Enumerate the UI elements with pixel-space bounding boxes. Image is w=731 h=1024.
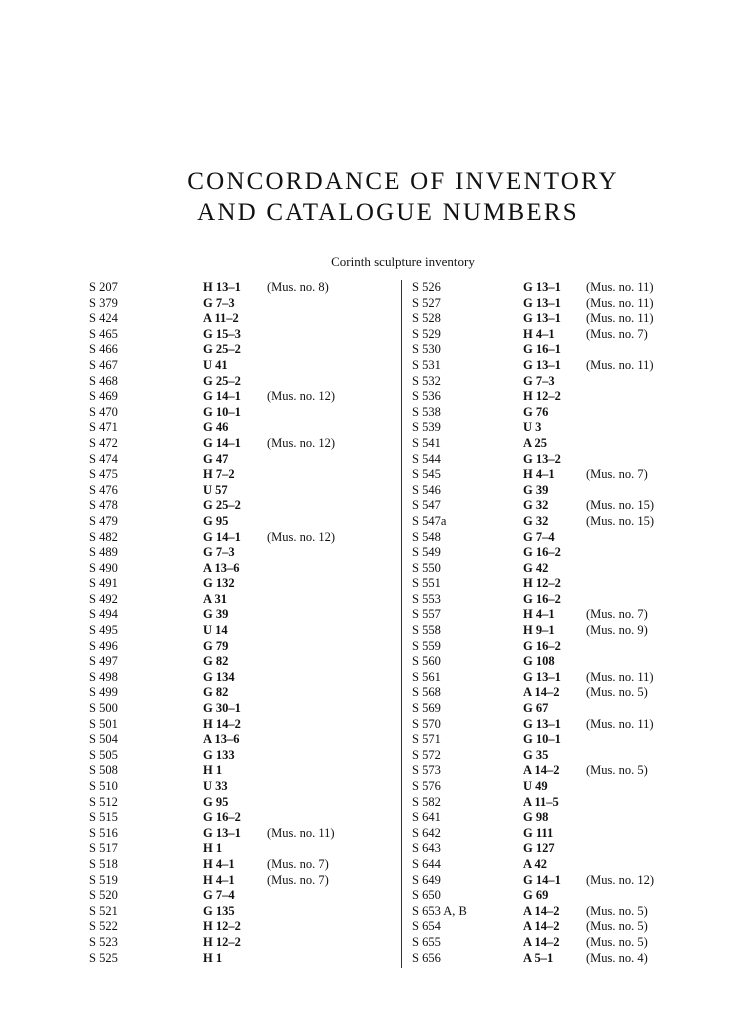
museum-note: (Mus. no. 15) <box>586 513 655 528</box>
concordance-row <box>412 498 712 514</box>
catalogue-number: H 4–1 <box>523 607 555 622</box>
concordance-row <box>412 951 712 967</box>
museum-note: (Mus. no. 12) <box>267 529 336 544</box>
inventory-number: S 500 <box>89 701 118 716</box>
inventory-number: S 569 <box>412 701 441 716</box>
concordance-row <box>89 561 394 577</box>
concordance-row <box>89 483 394 499</box>
catalogue-number: G 25–2 <box>203 373 241 388</box>
inventory-number: S 582 <box>412 794 441 809</box>
inventory-number: S 505 <box>89 747 118 762</box>
concordance-row <box>89 389 394 405</box>
concordance-row <box>89 623 394 639</box>
concordance-row <box>89 296 394 312</box>
concordance-row <box>89 452 394 468</box>
catalogue-number: A 14–2 <box>523 763 560 778</box>
concordance-row <box>412 452 712 468</box>
inventory-number: S 653 A, B <box>412 903 467 918</box>
concordance-row <box>89 857 394 873</box>
inventory-number: S 468 <box>89 373 118 388</box>
museum-note: (Mus. no. 5) <box>586 919 648 934</box>
inventory-number: S 482 <box>89 529 118 544</box>
inventory-number: S 559 <box>412 638 441 653</box>
inventory-number: S 508 <box>89 763 118 778</box>
catalogue-number: G 16–2 <box>203 810 241 825</box>
catalogue-number: G 95 <box>203 794 229 809</box>
concordance-row <box>412 904 712 920</box>
museum-note: (Mus. no. 7) <box>267 856 329 871</box>
catalogue-number: U 41 <box>203 357 228 372</box>
catalogue-number: G 7–4 <box>203 888 235 903</box>
concordance-row <box>412 467 712 483</box>
inventory-number: S 530 <box>412 342 441 357</box>
inventory-number: S 655 <box>412 934 441 949</box>
museum-note: (Mus. no. 12) <box>586 872 655 887</box>
concordance-row <box>412 607 712 623</box>
inventory-number: S 546 <box>412 482 441 497</box>
inventory-number: S 568 <box>412 685 441 700</box>
concordance-row <box>89 607 394 623</box>
catalogue-number: G 14–1 <box>203 435 241 450</box>
catalogue-number: G 16–2 <box>523 591 561 606</box>
catalogue-number: G 67 <box>523 701 549 716</box>
concordance-row <box>412 311 712 327</box>
concordance-row <box>89 873 394 889</box>
concordance-row <box>412 919 712 935</box>
museum-note: (Mus. no. 8) <box>267 280 329 294</box>
inventory-number: S 551 <box>412 576 441 591</box>
inventory-number: S 528 <box>412 311 441 326</box>
inventory-number: S 523 <box>89 934 118 949</box>
museum-note: (Mus. no. 4) <box>586 950 648 965</box>
concordance-row <box>89 576 394 592</box>
inventory-number: S 539 <box>412 420 441 435</box>
concordance-row <box>89 685 394 701</box>
catalogue-number: G 7–3 <box>203 545 235 560</box>
inventory-number: S 547a <box>412 513 447 528</box>
inventory-number: S 641 <box>412 810 441 825</box>
concordance-row <box>412 374 712 390</box>
catalogue-number: A 14–2 <box>523 919 560 934</box>
museum-note: (Mus. no. 11) <box>586 280 654 294</box>
inventory-number: S 544 <box>412 451 441 466</box>
inventory-number: S 501 <box>89 716 118 731</box>
museum-note: (Mus. no. 11) <box>586 357 654 372</box>
catalogue-number: G 25–2 <box>203 498 241 513</box>
catalogue-number: G 13–1 <box>523 311 561 326</box>
catalogue-number: G 13–1 <box>523 280 561 294</box>
catalogue-number: G 82 <box>203 654 229 669</box>
catalogue-number: H 4–1 <box>523 467 555 482</box>
catalogue-number: G 133 <box>203 747 235 762</box>
inventory-number: S 527 <box>412 295 441 310</box>
concordance-row <box>412 935 712 951</box>
inventory-number: S 492 <box>89 591 118 606</box>
concordance-row <box>412 779 712 795</box>
concordance-row <box>412 420 712 436</box>
concordance-row <box>412 639 712 655</box>
concordance-row <box>89 810 394 826</box>
catalogue-number: G 30–1 <box>203 701 241 716</box>
catalogue-number: G 13–1 <box>523 357 561 372</box>
catalogue-number: A 13–6 <box>203 560 240 575</box>
catalogue-number: G 95 <box>203 513 229 528</box>
inventory-number: S 538 <box>412 404 441 419</box>
inventory-number: S 474 <box>89 451 118 466</box>
catalogue-number: G 7–4 <box>523 529 555 544</box>
concordance-row <box>412 280 712 296</box>
catalogue-number: H 7–2 <box>203 467 235 482</box>
catalogue-number: G 16–2 <box>523 638 561 653</box>
catalogue-number: G 111 <box>523 825 554 840</box>
museum-note: (Mus. no. 7) <box>267 872 329 887</box>
concordance-row <box>412 888 712 904</box>
inventory-number: S 529 <box>412 326 441 341</box>
concordance-row <box>412 483 712 499</box>
inventory-number: S 571 <box>412 732 441 747</box>
inventory-number: S 656 <box>412 950 441 965</box>
inventory-number: S 379 <box>89 295 118 310</box>
concordance-row <box>89 841 394 857</box>
inventory-number: S 549 <box>412 545 441 560</box>
concordance-row <box>89 919 394 935</box>
catalogue-number: H 4–1 <box>203 856 235 871</box>
concordance-row <box>412 342 712 358</box>
inventory-number: S 550 <box>412 560 441 575</box>
inventory-number: S 472 <box>89 435 118 450</box>
concordance-row <box>412 732 712 748</box>
inventory-number: S 466 <box>89 342 118 357</box>
museum-note: (Mus. no. 11) <box>586 669 654 684</box>
catalogue-number: U 33 <box>203 779 228 793</box>
inventory-number: S 476 <box>89 482 118 497</box>
concordance-row <box>412 670 712 686</box>
inventory-number: S 520 <box>89 888 118 903</box>
concordance-row <box>89 748 394 764</box>
catalogue-number: G 79 <box>203 638 229 653</box>
inventory-number: S 475 <box>89 467 118 482</box>
catalogue-number: A 13–6 <box>203 732 240 747</box>
inventory-number: S 489 <box>89 545 118 560</box>
catalogue-number: G 10–1 <box>523 732 561 747</box>
catalogue-number: G 47 <box>203 451 229 466</box>
inventory-number: S 532 <box>412 373 441 388</box>
catalogue-number: G 25–2 <box>203 342 241 357</box>
column-divider <box>401 280 402 968</box>
concordance-row <box>412 841 712 857</box>
concordance-row <box>412 654 712 670</box>
concordance-row <box>89 935 394 951</box>
inventory-number: S 510 <box>89 779 118 793</box>
concordance-row <box>412 826 712 842</box>
concordance-row <box>89 358 394 374</box>
inventory-number: S 572 <box>412 747 441 762</box>
inventory-number: S 521 <box>89 903 118 918</box>
museum-note: (Mus. no. 9) <box>586 623 648 638</box>
page-title <box>0 166 731 228</box>
catalogue-number: A 31 <box>203 591 227 606</box>
inventory-number: S 576 <box>412 779 441 793</box>
catalogue-number: G 135 <box>203 903 235 918</box>
catalogue-number: A 11–5 <box>523 794 559 809</box>
inventory-number: S 497 <box>89 654 118 669</box>
catalogue-number: G 46 <box>203 420 229 435</box>
catalogue-number: H 9–1 <box>523 623 555 638</box>
concordance-row <box>412 748 712 764</box>
museum-note: (Mus. no. 11) <box>586 311 654 326</box>
concordance-row <box>89 545 394 561</box>
concordance-row <box>89 514 394 530</box>
museum-note: (Mus. no. 7) <box>586 467 648 482</box>
catalogue-number: G 76 <box>523 404 549 419</box>
concordance-row <box>89 280 394 296</box>
catalogue-number: A 14–2 <box>523 685 560 700</box>
inventory-number: S 558 <box>412 623 441 638</box>
inventory-number: S 471 <box>89 420 118 435</box>
catalogue-number: G 16–1 <box>523 342 561 357</box>
inventory-number: S 547 <box>412 498 441 513</box>
concordance-row <box>89 779 394 795</box>
inventory-number: S 465 <box>89 326 118 341</box>
museum-note: (Mus. no. 7) <box>586 607 648 622</box>
catalogue-number: A 25 <box>523 435 547 450</box>
concordance-row <box>89 701 394 717</box>
inventory-number: S 654 <box>412 919 441 934</box>
catalogue-number: H 13–1 <box>203 280 241 294</box>
concordance-row <box>89 467 394 483</box>
catalogue-number: H 1 <box>203 763 223 778</box>
concordance-row <box>89 951 394 967</box>
catalogue-number: G 13–1 <box>523 669 561 684</box>
catalogue-number: G 82 <box>203 685 229 700</box>
inventory-number: S 470 <box>89 404 118 419</box>
title-line-2: AND CATALOGUE NUMBERS <box>197 199 579 226</box>
inventory-number: S 490 <box>89 560 118 575</box>
inventory-number: S 650 <box>412 888 441 903</box>
catalogue-number: A 42 <box>523 856 547 871</box>
museum-note: (Mus. no. 5) <box>586 934 648 949</box>
inventory-number: S 467 <box>89 357 118 372</box>
concordance-row <box>89 530 394 546</box>
inventory-number: S 536 <box>412 389 441 404</box>
catalogue-number: G 69 <box>523 888 549 903</box>
concordance-row <box>412 623 712 639</box>
museum-note: (Mus. no. 5) <box>586 903 648 918</box>
catalogue-number: U 57 <box>203 482 228 497</box>
concordance-row <box>89 639 394 655</box>
catalogue-number: H 12–2 <box>523 576 561 591</box>
inventory-number: S 522 <box>89 919 118 934</box>
catalogue-number: G 13–1 <box>523 295 561 310</box>
inventory-number: S 553 <box>412 591 441 606</box>
catalogue-number: H 1 <box>203 950 223 965</box>
inventory-number: S 479 <box>89 513 118 528</box>
inventory-number: S 494 <box>89 607 118 622</box>
catalogue-number: U 49 <box>523 779 548 793</box>
inventory-number: S 495 <box>89 623 118 638</box>
catalogue-number: A 5–1 <box>523 950 554 965</box>
inventory-number: S 478 <box>89 498 118 513</box>
concordance-row <box>412 436 712 452</box>
inventory-number: S 570 <box>412 716 441 731</box>
catalogue-number: A 14–2 <box>523 903 560 918</box>
catalogue-number: G 98 <box>523 810 549 825</box>
inventory-number: S 545 <box>412 467 441 482</box>
catalogue-number: G 7–3 <box>523 373 555 388</box>
museum-note: (Mus. no. 5) <box>586 685 648 700</box>
section-subtitle: Corinth sculpture inventory <box>331 254 475 269</box>
inventory-number: S 573 <box>412 763 441 778</box>
catalogue-number: G 15–3 <box>203 326 241 341</box>
inventory-number: S 498 <box>89 669 118 684</box>
concordance-row <box>412 576 712 592</box>
inventory-number: S 526 <box>412 280 441 294</box>
catalogue-number: G 10–1 <box>203 404 241 419</box>
inventory-number: S 557 <box>412 607 441 622</box>
concordance-column-right <box>412 280 712 966</box>
concordance-row <box>89 654 394 670</box>
inventory-number: S 643 <box>412 841 441 856</box>
inventory-number: S 649 <box>412 872 441 887</box>
concordance-row <box>89 732 394 748</box>
catalogue-number: G 35 <box>523 747 549 762</box>
inventory-number: S 531 <box>412 357 441 372</box>
concordance-row <box>412 327 712 343</box>
concordance-row <box>412 530 712 546</box>
concordance-row <box>412 795 712 811</box>
concordance-row <box>89 405 394 421</box>
inventory-number: S 517 <box>89 841 118 856</box>
concordance-row <box>89 436 394 452</box>
catalogue-number: G 14–1 <box>203 529 241 544</box>
inventory-number: S 516 <box>89 825 118 840</box>
concordance-row <box>89 670 394 686</box>
concordance-row <box>89 498 394 514</box>
concordance-row <box>89 795 394 811</box>
concordance-row <box>412 296 712 312</box>
catalogue-number: G 32 <box>523 498 549 513</box>
catalogue-number: A 14–2 <box>523 934 560 949</box>
catalogue-number: G 108 <box>523 654 555 669</box>
inventory-number: S 515 <box>89 810 118 825</box>
concordance-row <box>412 514 712 530</box>
concordance-row <box>89 888 394 904</box>
concordance-row <box>89 342 394 358</box>
catalogue-number: H 12–2 <box>523 389 561 404</box>
inventory-number: S 207 <box>89 280 118 294</box>
title-line-1: CONCORDANCE OF INVENTORY <box>187 168 619 195</box>
catalogue-number: G 42 <box>523 560 549 575</box>
concordance-row <box>412 358 712 374</box>
museum-note: (Mus. no. 15) <box>586 498 655 513</box>
catalogue-number: G 13–2 <box>523 451 561 466</box>
catalogue-number: G 39 <box>203 607 229 622</box>
museum-note: (Mus. no. 12) <box>267 389 336 404</box>
catalogue-number: H 12–2 <box>203 934 241 949</box>
concordance-row <box>89 327 394 343</box>
museum-note: (Mus. no. 11) <box>586 716 654 731</box>
catalogue-number: H 4–1 <box>203 872 235 887</box>
catalogue-number: G 134 <box>203 669 235 684</box>
catalogue-number: G 39 <box>523 482 549 497</box>
concordance-row <box>412 592 712 608</box>
catalogue-number: H 12–2 <box>203 919 241 934</box>
catalogue-number: H 4–1 <box>523 326 555 341</box>
inventory-number: S 496 <box>89 638 118 653</box>
concordance-row <box>89 420 394 436</box>
concordance-row <box>89 717 394 733</box>
catalogue-number: G 132 <box>203 576 235 591</box>
catalogue-number: G 14–1 <box>203 389 241 404</box>
concordance-row <box>412 405 712 421</box>
inventory-number: S 642 <box>412 825 441 840</box>
concordance-row <box>89 763 394 779</box>
catalogue-number: G 127 <box>523 841 555 856</box>
museum-note: (Mus. no. 12) <box>267 435 336 450</box>
inventory-number: S 504 <box>89 732 118 747</box>
museum-note: (Mus. no. 7) <box>586 326 648 341</box>
catalogue-number: H 14–2 <box>203 716 241 731</box>
catalogue-number: H 1 <box>203 841 223 856</box>
inventory-number: S 424 <box>89 311 118 326</box>
inventory-number: S 519 <box>89 872 118 887</box>
catalogue-number: G 7–3 <box>203 295 235 310</box>
museum-note: (Mus. no. 11) <box>267 825 335 840</box>
inventory-number: S 561 <box>412 669 441 684</box>
concordance-row <box>412 545 712 561</box>
museum-note: (Mus. no. 5) <box>586 763 648 778</box>
concordance-row <box>412 873 712 889</box>
concordance-row <box>412 389 712 405</box>
museum-note: (Mus. no. 11) <box>586 295 654 310</box>
inventory-number: S 525 <box>89 950 118 965</box>
concordance-row <box>89 904 394 920</box>
catalogue-number: G 32 <box>523 513 549 528</box>
catalogue-number: G 14–1 <box>523 872 561 887</box>
inventory-number: S 518 <box>89 856 118 871</box>
concordance-column-left <box>89 280 394 966</box>
concordance-row <box>412 685 712 701</box>
catalogue-number: U 14 <box>203 623 228 638</box>
concordance-row <box>89 826 394 842</box>
concordance-row <box>412 810 712 826</box>
concordance-row <box>412 763 712 779</box>
catalogue-number: U 3 <box>523 420 542 435</box>
catalogue-number: G 13–1 <box>203 825 241 840</box>
concordance-row <box>412 701 712 717</box>
inventory-number: S 469 <box>89 389 118 404</box>
inventory-number: S 541 <box>412 435 441 450</box>
inventory-number: S 644 <box>412 856 441 871</box>
concordance-row <box>412 857 712 873</box>
concordance-row <box>89 311 394 327</box>
inventory-number: S 548 <box>412 529 441 544</box>
concordance-row <box>412 561 712 577</box>
inventory-number: S 491 <box>89 576 118 591</box>
inventory-number: S 560 <box>412 654 441 669</box>
concordance-row <box>412 717 712 733</box>
catalogue-number: A 11–2 <box>203 311 239 326</box>
catalogue-number: G 13–1 <box>523 716 561 731</box>
inventory-number: S 499 <box>89 685 118 700</box>
catalogue-number: G 16–2 <box>523 545 561 560</box>
concordance-row <box>89 374 394 390</box>
inventory-number: S 512 <box>89 794 118 809</box>
concordance-row <box>89 592 394 608</box>
